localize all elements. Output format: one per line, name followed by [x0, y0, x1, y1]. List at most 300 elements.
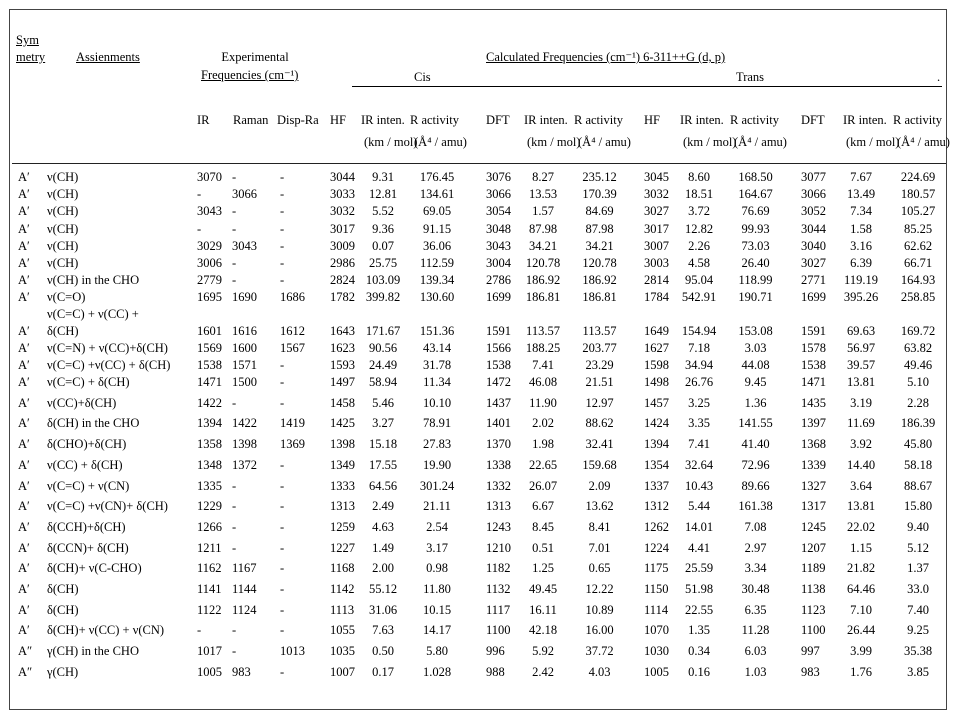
- value-cell: 1313: [330, 499, 355, 514]
- value-cell: 64.46: [846, 582, 876, 596]
- symmetry-cell: A′: [18, 238, 30, 253]
- value-cell: 1593: [330, 357, 355, 372]
- value-cell: -: [280, 238, 285, 253]
- value-cell: 34.21: [585, 238, 614, 253]
- value-cell: 1113: [330, 602, 355, 617]
- assignment-cell: ν(C=O): [47, 290, 86, 305]
- value-cell: 1784: [644, 290, 669, 305]
- value-cell: 1566: [486, 340, 511, 355]
- value-cell: 34.21: [528, 238, 558, 253]
- value-cell: 1425: [330, 416, 355, 431]
- value-cell: 1401: [486, 416, 511, 431]
- value-cell: 1397: [801, 416, 826, 431]
- symmetry-cell: A′: [18, 457, 30, 472]
- value-cell: 399.82: [365, 290, 401, 305]
- value-cell: 983: [232, 664, 251, 679]
- value-cell: 2986: [330, 256, 355, 270]
- value-cell: 1189: [801, 561, 826, 576]
- value-cell: 14.17: [422, 623, 452, 638]
- value-cell: 1.76: [850, 664, 872, 679]
- value-cell: 3040: [801, 238, 826, 253]
- value-cell: 3006: [197, 256, 222, 270]
- value-cell: 13.53: [528, 187, 558, 202]
- value-cell: -: [232, 499, 237, 514]
- subheader-ir-units-4: (km / mol): [846, 135, 900, 149]
- subheader-raman: Raman: [233, 113, 269, 127]
- value-cell: 180.57: [900, 187, 936, 202]
- value-cell: 1.57: [532, 204, 554, 219]
- value-cell: 188.25: [525, 340, 561, 355]
- value-cell: 4.41: [688, 540, 710, 555]
- value-cell: 1122: [197, 602, 222, 617]
- symmetry-cell: A′: [18, 323, 30, 338]
- value-cell: 3066: [801, 187, 826, 202]
- value-cell: 14.01: [684, 519, 714, 534]
- subheader-r-activity-2: R activity: [574, 113, 623, 127]
- assignment-cell: δ(CCH)+δ(CH): [47, 519, 126, 534]
- value-cell: 186.92: [525, 273, 561, 288]
- value-cell: 1686: [280, 290, 305, 305]
- value-cell: 2.02: [532, 416, 554, 431]
- value-cell: 1245: [801, 519, 826, 534]
- value-cell: 39.57: [846, 357, 876, 372]
- value-cell: 17.55: [368, 457, 398, 472]
- value-cell: -: [197, 623, 202, 638]
- value-cell: 1419: [280, 416, 305, 431]
- symmetry-cell: A″: [18, 644, 33, 659]
- value-cell: 258.85: [900, 290, 936, 305]
- subheader-dft-2: DFT: [486, 113, 510, 127]
- value-cell: 3027: [644, 204, 669, 219]
- value-cell: 1141: [197, 582, 222, 596]
- value-cell: 103.09: [365, 273, 401, 288]
- value-cell: 1690: [232, 290, 257, 305]
- value-cell: 3027: [801, 256, 826, 270]
- value-cell: 3.85: [907, 664, 929, 679]
- value-cell: 13.49: [846, 187, 876, 202]
- value-cell: 1327: [801, 478, 826, 493]
- value-cell: 8.45: [532, 519, 554, 534]
- value-cell: 5.44: [688, 499, 710, 514]
- value-cell: 88.67: [903, 478, 933, 493]
- value-cell: 72.96: [741, 457, 770, 472]
- value-cell: 1500: [232, 375, 257, 389]
- value-cell: 176.45: [419, 170, 455, 184]
- value-cell: 1.028: [422, 664, 452, 679]
- subheader-r-units-3: (Å⁴ / amu): [734, 135, 787, 149]
- symmetry-cell: A′: [18, 437, 30, 452]
- value-cell: 3066: [486, 187, 511, 202]
- assignment-cell: ν(C=C) + δ(CH): [47, 375, 130, 389]
- subheader-r-activity-3: R activity: [730, 113, 779, 127]
- value-cell: 7.01: [588, 540, 611, 555]
- value-cell: 3052: [801, 204, 826, 219]
- symmetry-cell: A′: [18, 519, 30, 534]
- value-cell: 24.49: [368, 357, 398, 372]
- value-cell: -: [280, 623, 285, 638]
- value-cell: -: [232, 540, 237, 555]
- assignment-cell: ν(CH): [47, 170, 79, 184]
- value-cell: 1.58: [850, 221, 872, 236]
- header-calculated: Calculated Frequencies (cm⁻¹) 6-311++G (d, p): [486, 50, 726, 64]
- value-cell: 1017: [197, 644, 222, 659]
- assignment-cell: δ(CCN)+ δ(CH): [47, 540, 129, 555]
- symmetry-cell: A″: [18, 664, 33, 679]
- header-trans: Trans: [736, 70, 765, 84]
- subheader-ir-inten-1: IR inten.: [361, 113, 405, 127]
- header-sym-line2: metry: [16, 50, 46, 64]
- value-cell: 2779: [197, 273, 222, 288]
- value-cell: 12.97: [585, 395, 614, 410]
- value-cell: 1458: [330, 395, 355, 410]
- symmetry-cell: A′: [18, 375, 30, 389]
- value-cell: 3077: [801, 170, 826, 184]
- value-cell: 3007: [644, 238, 669, 253]
- value-cell: 11.69: [847, 416, 875, 431]
- value-cell: 56.97: [846, 340, 876, 355]
- value-cell: 13.62: [585, 499, 614, 514]
- value-cell: 2814: [644, 273, 669, 288]
- value-cell: 1699: [801, 290, 826, 305]
- value-cell: 3.19: [850, 395, 872, 410]
- value-cell: 2.09: [588, 478, 611, 493]
- value-cell: 64.56: [368, 478, 398, 493]
- value-cell: 1398: [330, 437, 355, 452]
- subheader-ir: IR: [197, 113, 210, 127]
- assignment-cell: δ(CH)+ ν(CC) + ν(CN): [47, 623, 165, 638]
- value-cell: -: [232, 623, 237, 638]
- value-cell: 1162: [197, 561, 222, 576]
- subheader-ir-units-2: (km / mol): [527, 135, 581, 149]
- value-cell: 1358: [197, 437, 222, 452]
- assignment-cell: δ(CHO)+δ(CH): [47, 437, 127, 452]
- value-cell: 0.17: [372, 664, 394, 679]
- value-cell: 1695: [197, 290, 222, 305]
- value-cell: -: [280, 664, 285, 679]
- value-cell: 55.12: [368, 582, 398, 596]
- value-cell: 1.36: [744, 395, 767, 410]
- value-cell: -: [280, 170, 285, 184]
- value-cell: 3066: [232, 187, 257, 202]
- value-cell: 1313: [486, 499, 511, 514]
- assignment-cell: δ(CH): [47, 582, 79, 596]
- value-cell: 1.37: [907, 561, 929, 576]
- value-cell: 3.16: [850, 238, 872, 253]
- value-cell: 1224: [644, 540, 669, 555]
- value-cell: 186.81: [525, 290, 561, 305]
- value-cell: 2.97: [744, 540, 767, 555]
- value-cell: 235.12: [582, 170, 617, 184]
- value-cell: 3033: [330, 187, 355, 202]
- assignment-cell-line2: δ(CH): [47, 323, 79, 338]
- value-cell: 3017: [644, 221, 669, 236]
- value-cell: 10.89: [585, 602, 614, 617]
- value-cell: 21.11: [423, 499, 451, 514]
- value-cell: -: [280, 187, 285, 202]
- value-cell: 10.10: [422, 395, 452, 410]
- assignment-cell: ν(C=C) +ν(CN)+ δ(CH): [47, 499, 168, 514]
- value-cell: 3.64: [850, 478, 872, 493]
- value-cell: 1123: [801, 602, 826, 617]
- header-rule: [352, 86, 942, 87]
- symmetry-cell: A′: [18, 170, 30, 184]
- value-cell: 1569: [197, 340, 222, 355]
- value-cell: 7.40: [907, 602, 929, 617]
- value-cell: 1.35: [688, 623, 710, 638]
- value-cell: 1100: [801, 623, 826, 638]
- value-cell: 190.71: [738, 290, 773, 305]
- value-cell: 1601: [197, 323, 222, 338]
- value-cell: 11.80: [423, 582, 451, 596]
- value-cell: 4.03: [588, 664, 611, 679]
- value-cell: 16.11: [529, 602, 557, 617]
- value-cell: 0.98: [426, 561, 448, 576]
- header-cis: Cis: [414, 70, 431, 84]
- header-assignments: Assienments: [76, 50, 140, 64]
- value-cell: 18.51: [684, 187, 714, 202]
- value-cell: 3044: [330, 170, 355, 184]
- value-cell: 11.90: [529, 395, 557, 410]
- symmetry-cell: A′: [18, 478, 30, 493]
- value-cell: -: [280, 221, 285, 236]
- value-cell: 1498: [644, 375, 669, 389]
- value-cell: 169.72: [900, 323, 936, 338]
- subheader-disp-ra: Disp-Ra: [277, 113, 319, 127]
- value-cell: 1210: [486, 540, 511, 555]
- value-cell: 3.17: [426, 540, 448, 555]
- value-cell: 3032: [644, 187, 669, 202]
- value-cell: 2.00: [372, 561, 394, 576]
- value-cell: 3045: [644, 170, 669, 184]
- value-cell: 3043: [486, 238, 511, 253]
- value-cell: 395.26: [843, 290, 879, 305]
- value-cell: 9.45: [744, 375, 767, 389]
- value-cell: 120.78: [525, 256, 561, 270]
- value-cell: 983: [801, 664, 820, 679]
- value-cell: 120.78: [582, 256, 617, 270]
- value-cell: 113.57: [526, 323, 560, 338]
- value-cell: 5.52: [372, 204, 394, 219]
- subheader-ir-inten-4: IR inten.: [843, 113, 887, 127]
- value-cell: 32.41: [585, 437, 614, 452]
- value-cell: -: [280, 273, 285, 288]
- value-cell: 1598: [644, 357, 669, 372]
- value-cell: 73.03: [741, 238, 770, 253]
- value-cell: 2.28: [907, 395, 929, 410]
- value-cell: 13.81: [846, 375, 876, 389]
- value-cell: 3.99: [850, 644, 872, 659]
- value-cell: 27.83: [422, 437, 452, 452]
- value-cell: 2.26: [688, 238, 710, 253]
- value-cell: 3070: [197, 170, 222, 184]
- value-cell: 44.08: [741, 357, 770, 372]
- value-cell: 161.38: [738, 499, 773, 514]
- value-cell: 22.65: [528, 457, 558, 472]
- value-cell: 42.18: [528, 623, 558, 638]
- value-cell: 1538: [486, 357, 511, 372]
- value-cell: 164.93: [900, 273, 936, 288]
- value-cell: 1144: [232, 582, 257, 596]
- value-cell: -: [232, 273, 237, 288]
- value-cell: -: [197, 187, 202, 202]
- value-cell: 1317: [801, 499, 826, 514]
- subheader-ir-inten-2: IR inten.: [524, 113, 568, 127]
- value-cell: 2771: [801, 273, 826, 288]
- value-cell: 3.27: [372, 416, 394, 431]
- value-cell: 141.55: [738, 416, 773, 431]
- assignment-cell: δ(CH)+ ν(C-CHO): [47, 561, 142, 576]
- value-cell: 0.51: [532, 540, 554, 555]
- value-cell: 1471: [801, 375, 826, 389]
- value-cell: 6.67: [532, 499, 554, 514]
- value-cell: 3.72: [688, 204, 710, 219]
- header-experimental-line1: Experimental: [221, 50, 289, 64]
- value-cell: 3004: [486, 256, 511, 270]
- value-cell: -: [280, 499, 285, 514]
- value-cell: 3.03: [744, 340, 767, 355]
- value-cell: 3029: [197, 238, 222, 253]
- value-cell: 11.34: [423, 375, 451, 389]
- value-cell: 89.66: [741, 478, 770, 493]
- value-cell: 996: [486, 644, 505, 659]
- assignment-cell-line1: ν(C=C) + ν(CC) +: [47, 306, 139, 321]
- assignment-cell: ν(C=C) + ν(CN): [47, 478, 130, 493]
- value-cell: 84.69: [585, 204, 614, 219]
- value-cell: 1005: [197, 664, 222, 679]
- value-cell: 1368: [801, 437, 826, 452]
- symmetry-cell: A′: [18, 221, 30, 236]
- value-cell: 5.80: [426, 644, 448, 659]
- value-cell: 988: [486, 664, 505, 679]
- value-cell: -: [232, 170, 237, 184]
- value-cell: 168.50: [738, 170, 773, 184]
- value-cell: 1070: [644, 623, 669, 638]
- value-cell: 3017: [330, 221, 355, 236]
- value-cell: 1591: [486, 323, 511, 338]
- value-cell: 10.43: [684, 478, 714, 493]
- value-cell: 159.68: [582, 457, 617, 472]
- value-cell: 9.25: [907, 623, 929, 638]
- value-cell: 113.57: [582, 323, 617, 338]
- value-cell: 31.78: [422, 357, 452, 372]
- value-cell: 0.50: [372, 644, 394, 659]
- value-cell: -: [232, 395, 237, 410]
- value-cell: 3009: [330, 238, 355, 253]
- value-cell: -: [280, 582, 285, 596]
- assignment-cell: δ(CH): [47, 602, 79, 617]
- assignment-cell: ν(CH) in the CHO: [47, 273, 140, 288]
- symmetry-cell: A′: [18, 395, 30, 410]
- value-cell: 88.62: [585, 416, 614, 431]
- value-cell: 25.75: [368, 256, 398, 270]
- symmetry-cell: A′: [18, 602, 30, 617]
- value-cell: 134.61: [419, 187, 455, 202]
- value-cell: 76.69: [741, 204, 770, 219]
- value-cell: -: [280, 561, 285, 576]
- symmetry-cell: A′: [18, 561, 30, 576]
- value-cell: 1699: [486, 290, 511, 305]
- value-cell: 1437: [486, 395, 511, 410]
- value-cell: 1337: [644, 478, 669, 493]
- value-cell: 63.82: [903, 340, 933, 355]
- value-cell: 1138: [801, 582, 826, 596]
- value-cell: 25.59: [684, 561, 714, 576]
- value-cell: 23.29: [585, 357, 614, 372]
- value-cell: 1055: [330, 623, 355, 638]
- value-cell: 3043: [232, 238, 257, 253]
- value-cell: 2786: [486, 273, 511, 288]
- value-cell: 34.94: [684, 357, 714, 372]
- value-cell: 14.40: [846, 457, 876, 472]
- symmetry-cell: A′: [18, 499, 30, 514]
- value-cell: 7.08: [744, 519, 767, 534]
- value-cell: 99.93: [741, 221, 770, 236]
- value-cell: 1394: [644, 437, 669, 452]
- value-cell: 8.60: [688, 170, 710, 184]
- value-cell: 1259: [330, 519, 355, 534]
- subheader-dft-4: DFT: [801, 113, 825, 127]
- assignment-cell: ν(CH): [47, 187, 79, 202]
- value-cell: 997: [801, 644, 820, 659]
- value-cell: 49.45: [528, 582, 558, 596]
- value-cell: 1349: [330, 457, 355, 472]
- value-cell: 130.60: [419, 290, 455, 305]
- header-trans-dot: .: [937, 70, 941, 84]
- value-cell: 7.63: [372, 623, 394, 638]
- value-cell: 1229: [197, 499, 222, 514]
- subheader-r-units-2: (Å⁴ / amu): [578, 135, 631, 149]
- value-cell: 5.12: [907, 540, 929, 555]
- symmetry-cell: A′: [18, 273, 30, 288]
- value-cell: -: [280, 204, 285, 219]
- value-cell: -: [232, 519, 237, 534]
- header-bottom-rule: [12, 163, 946, 164]
- subheader-ir-units-3: (km / mol): [683, 135, 737, 149]
- value-cell: 1207: [801, 540, 826, 555]
- value-cell: 1370: [486, 437, 511, 452]
- value-cell: 0.34: [688, 644, 710, 659]
- subheader-r-units-4: (Å⁴ / amu): [897, 135, 950, 149]
- value-cell: 69.05: [422, 204, 452, 219]
- value-cell: 1262: [644, 519, 669, 534]
- subheader-ir-units-1: (km / mol): [364, 135, 418, 149]
- value-cell: 1591: [801, 323, 826, 338]
- assignment-cell: ν(C=C) +ν(CC) + δ(CH): [47, 357, 171, 372]
- value-cell: 58.94: [368, 375, 398, 389]
- value-cell: 170.39: [582, 187, 617, 202]
- value-cell: 1124: [232, 602, 257, 617]
- value-cell: 6.39: [850, 256, 872, 270]
- value-cell: 91.15: [422, 221, 452, 236]
- value-cell: 1643: [330, 323, 355, 338]
- value-cell: 15.18: [368, 437, 398, 452]
- value-cell: 1030: [644, 644, 669, 659]
- value-cell: 1150: [644, 582, 669, 596]
- assignment-cell: ν(CH): [47, 221, 79, 236]
- value-cell: 8.41: [588, 519, 611, 534]
- value-cell: 1312: [644, 499, 669, 514]
- assignment-cell: γ(CH) in the CHO: [47, 644, 139, 659]
- value-cell: 45.80: [903, 437, 933, 452]
- value-cell: 0.07: [372, 238, 394, 253]
- value-cell: 95.04: [684, 273, 714, 288]
- value-cell: 7.10: [850, 602, 872, 617]
- value-cell: 1394: [197, 416, 222, 431]
- value-cell: 22.02: [846, 519, 876, 534]
- value-cell: 1100: [486, 623, 511, 638]
- header-experimental-line2: Frequencies (cm⁻¹): [201, 68, 299, 82]
- subheader-r-units-1: (Å⁴ / amu): [414, 135, 467, 149]
